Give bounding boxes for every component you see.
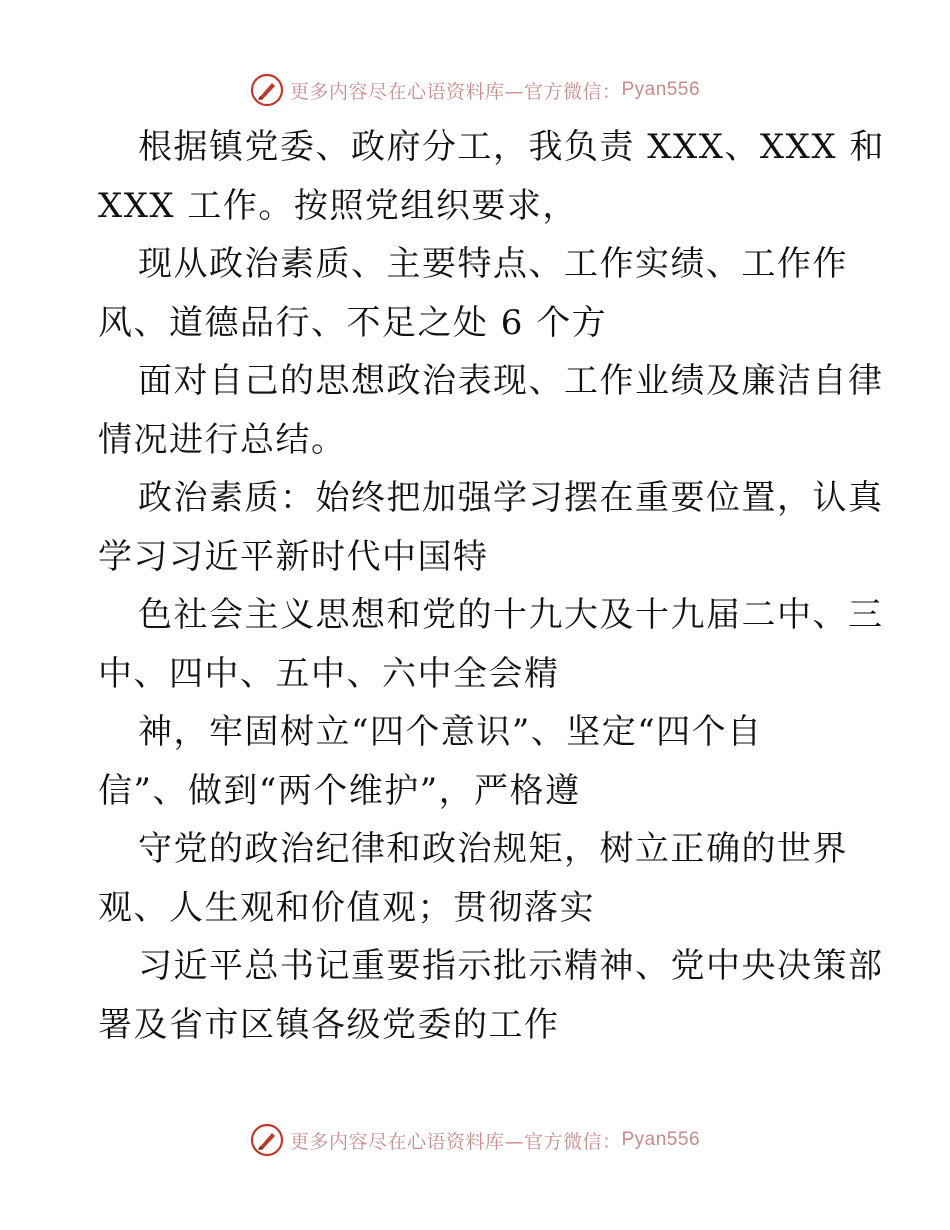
watermark-wechat-id: Pyan556 (621, 79, 701, 100)
paragraph (98, 352, 884, 469)
paragraph (98, 937, 884, 1054)
paragraph-line: 信”、做到“两个维护”，严格遵 (98, 770, 581, 811)
paragraph-line: 根据镇党委、政府分工，我负责 XXX、XXX 和 (138, 127, 885, 167)
watermark-text: 更多内容尽在心语资料库—官方微信： (289, 80, 622, 103)
paragraph-line: 神，牢固树立“四个意识”、坚定“四个自 (138, 712, 763, 752)
quill-pen-circle-icon (250, 73, 284, 107)
paragraph-line: 现从政治素质、主要特点、工作实绩、工作作 (138, 244, 848, 284)
paragraph (98, 820, 858, 937)
paragraph (98, 118, 885, 235)
quill-pen-circle-icon (250, 1123, 284, 1157)
paragraph-line: 观、人生观和价值观；贯彻落实 (98, 887, 595, 928)
paragraph-line: 政治素质：始终把加强学习摆在重要位置，认真 (138, 478, 884, 518)
paragraph-line: 习近平总书记重要指示批示精神、党中央决策部 (138, 946, 884, 986)
footer-watermark (0, 1120, 950, 1160)
paragraph (98, 703, 858, 820)
paragraph-line: 学习习近平新时代中国特 (98, 536, 489, 577)
header-watermark (0, 70, 950, 110)
watermark-text: 更多内容尽在心语资料库—官方微信： (289, 1130, 622, 1153)
paragraph-line: 面对自己的思想政治表现、工作业绩及廉洁自律 (138, 361, 884, 401)
document-body (98, 118, 885, 1054)
paragraph (98, 235, 858, 352)
paragraph-line: 色社会主义思想和党的十九大及十九届二中、三 (138, 595, 884, 635)
paragraph-line: 情况进行总结。 (98, 419, 347, 460)
paragraph-line: 风、道德品行、不足之处 6 个方 (98, 302, 608, 343)
paragraph (98, 586, 884, 703)
paragraph-line: 中、四中、五中、六中全会精 (98, 653, 560, 694)
paragraph-line: XXX 工作。按照党组织要求， (98, 185, 578, 226)
paragraph (98, 469, 884, 586)
paragraph-line: 署及省市区镇各级党委的工作 (98, 1004, 560, 1045)
watermark-wechat-id: Pyan556 (621, 1129, 701, 1150)
paragraph-line: 守党的政治纪律和政治规矩，树立正确的世界 (138, 829, 848, 869)
